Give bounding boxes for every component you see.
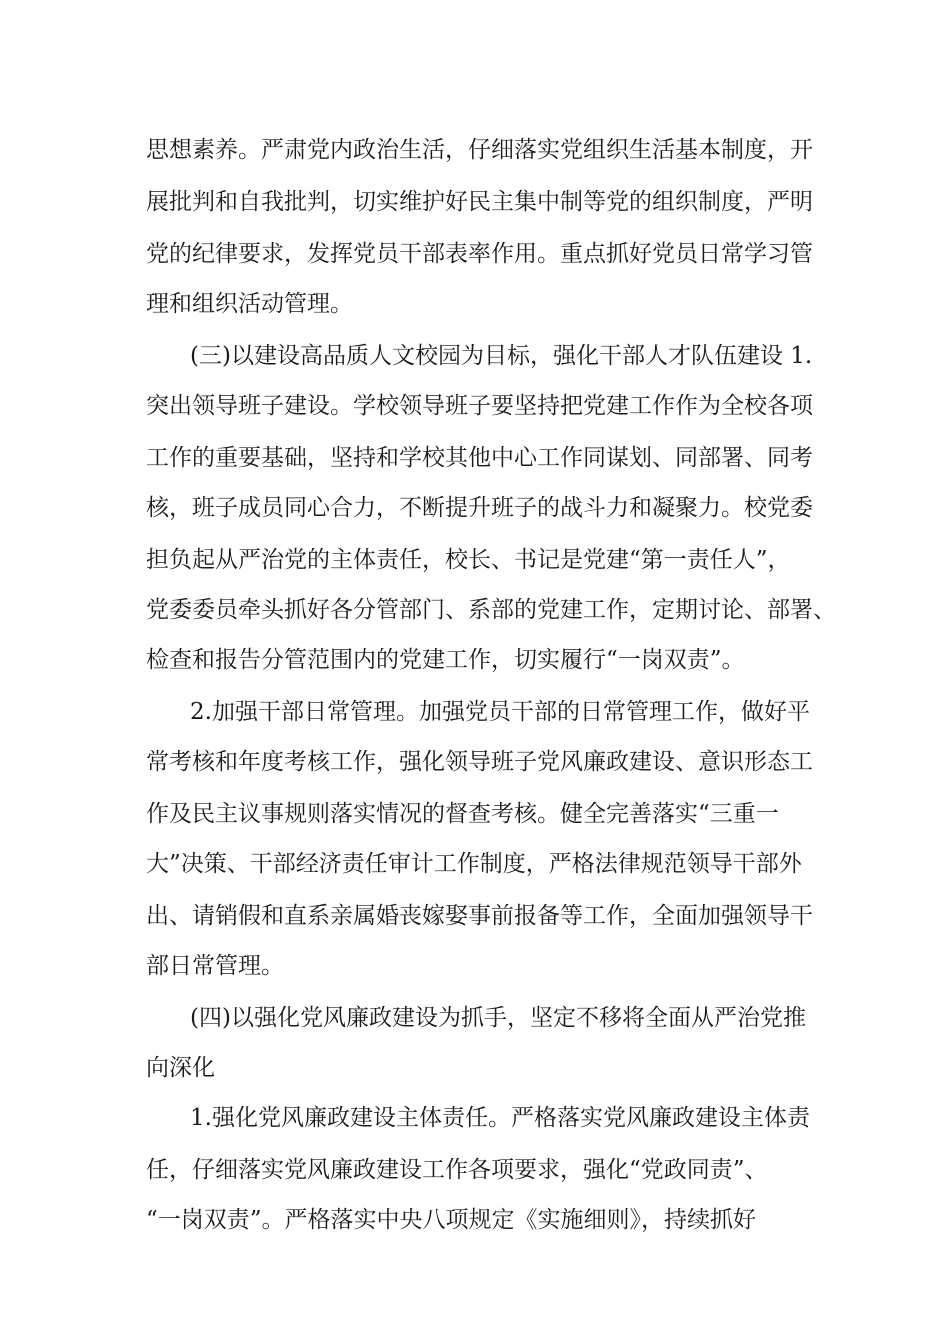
text-line: “一岗双责”。严格落实中央八项规定《实施细则》，持续抓好 [146,1207,757,1233]
text-line: 1.强化党风廉政建设主体责任。严格落实党风廉政建设主体责 [190,1105,810,1131]
text-line: 思想素养。严肃党内政治生活，仔细落实党组织生活基本制度，开 [146,137,813,163]
text-line: 突出领导班子建设。学校领导班子要坚持把党建工作作为全校各项 [146,393,813,419]
paragraph-heading: (四)以强化党风廉政建设为抓手，坚定不移将全面从严治党推 [190,1005,806,1031]
text-line: 展批判和自我批判，切实维护好民主集中制等党的组织制度，严明 [146,189,813,215]
text-line: 出、请销假和直系亲属婚丧嫁娶事前报备等工作，全面加强领导干 [146,903,813,929]
text-line: 理和组织活动管理。 [146,291,353,317]
text-line: 作及民主议事规则落实情况的督查考核。健全完善落实“三重一 [146,801,779,827]
text-line: 党的纪律要求，发挥党员干部表率作用。重点抓好党员日常学习管 [146,241,813,267]
text-line: 2.加强干部日常管理。加强党员干部的日常管理工作，做好平 [190,699,810,725]
text-line: 核，班子成员同心合力，不断提升班子的战斗力和凝聚力。校党委 [146,495,813,521]
paragraph-heading: 向深化 [146,1055,215,1081]
text-line: 常考核和年度考核工作，强化领导班子党风廉政建设、意识形态工 [146,749,813,775]
text-line: 任，仔细落实党风廉政建设工作各项要求，强化“党政同责”、 [146,1157,768,1183]
text-line: 担负起从严治党的主体责任，校长、书记是党建“第一责任人”， [146,547,791,573]
paragraph-heading: (三)以建设高品质人文校园为目标，强化干部人才队伍建设 1. [190,343,813,369]
text-line: 检查和报告分管范围内的党建工作，切实履行“一岗双责”。 [146,647,745,673]
text-line: 党委委员牵头抓好各分管部门、系部的党建工作，定期讨论、部署、 [146,597,836,623]
text-line: 工作的重要基础，坚持和学校其他中心工作同谋划、同部署、同考 [146,445,813,471]
text-line: 部日常管理。 [146,953,284,979]
text-line: 大”决策、干部经济责任审计工作制度，严格法律规范领导干部外 [146,851,802,877]
